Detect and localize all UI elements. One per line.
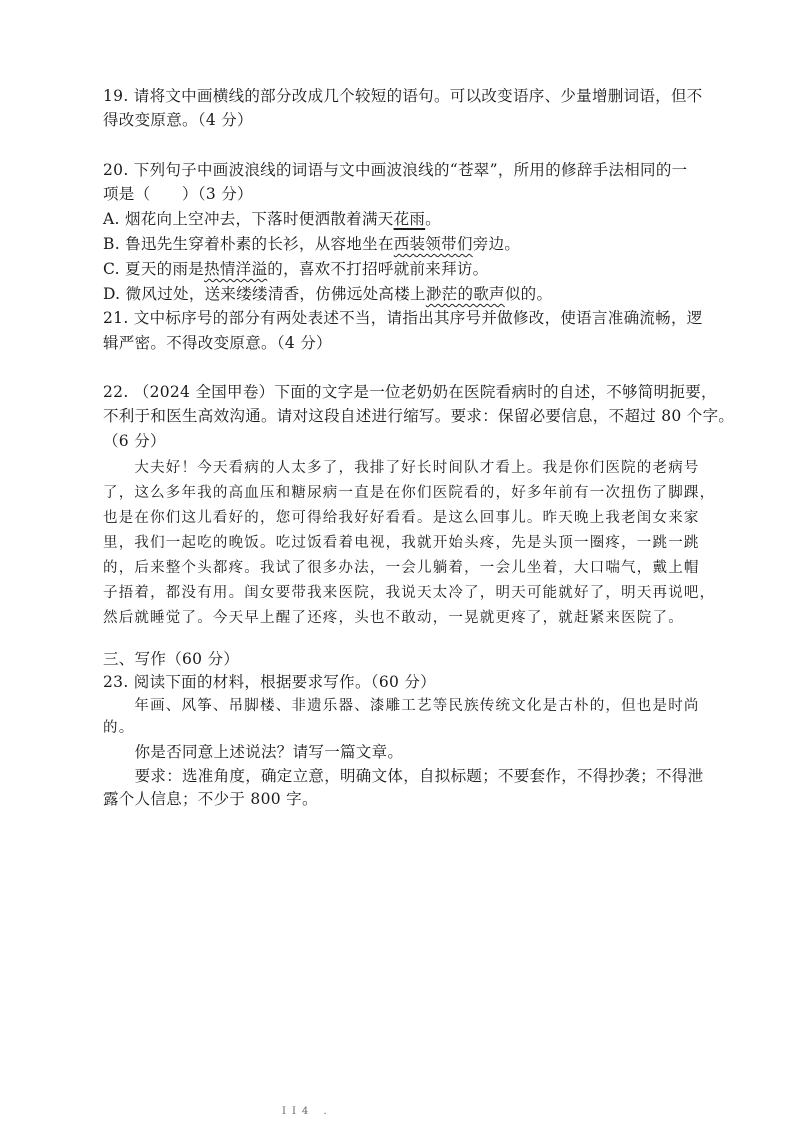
- q22-passage-line: 子捂着，都没有用。闺女要带我来医院，我说天太冷了，明天可能就好了，明天再说吧，: [103, 585, 716, 601]
- q22-passage-line: 也是在你们这儿看好的，您可得给我好好看看。是这么回事儿。昨天晚上我老闺女来家: [103, 510, 700, 526]
- q22-passage-line: 的，后来整个头都疼。我试了很多办法，一会儿躺着，一会儿坐着，大口喘气，戴上帽: [103, 560, 700, 576]
- section3-heading: 三、写作（60 分）: [103, 650, 240, 668]
- q23-question: 你是否同意上述说法？请写一篇文章。: [103, 743, 404, 761]
- q21-line2: 辑严密。不得改变原意。（4 分）: [103, 334, 332, 352]
- q23-requirements-line1: 要求：选准角度，确定立意，明确文体，自拟标题；不要套作，不得抄袭；不得泄: [103, 767, 704, 785]
- q22-line2: 不利于和医生高效沟通。请对这段自述进行缩写。要求：保留必要信息，不超过 80 个字。: [103, 407, 735, 425]
- page-footer: II4 .: [282, 1106, 333, 1117]
- q23-requirements-line2: 露个人信息；不少于 800 字。: [103, 790, 318, 808]
- q19-line1: 19. 请将文中画横线的部分改成几个较短的语句。可以改变语序、少量增删词语，但不: [103, 87, 703, 105]
- q20-line2: 项是（ ）（3 分）: [103, 185, 253, 203]
- option-d-marked: 渺茫的歌声: [425, 285, 505, 303]
- q20-line1: 20. 下列句子中画波浪线的词语与文中画波浪线的“苍翠”，所用的修辞手法相同的一: [103, 161, 688, 179]
- q23-material-line1: 年画、风筝、吊脚楼、非遗乐器、漆雕工艺等民族传统文化是古朴的，但也是时尚: [103, 698, 700, 714]
- q22-passage-line: 大夫好！今天看病的人太多了，我排了好长时间队才看上。我是你们医院的老病号: [103, 460, 700, 476]
- q20-option-c: C. 夏天的雨是热情洋溢的，喜欢不打招呼就前来拜访。: [103, 260, 489, 278]
- q20-option-b: B. 鲁迅先生穿着朴素的长衫，从容地坐在西装领带们旁边。: [103, 235, 521, 253]
- q23-material-line2: 的。: [103, 720, 135, 736]
- q22-line3: （6 分）: [103, 432, 166, 450]
- q20-option-a: A. 烟花向上空冲去，下落时便洒散着满天花雨。: [103, 210, 441, 228]
- option-c-marked: 热情洋溢: [204, 260, 268, 278]
- q22-passage-line: 然后就睡觉了。今天早上醒了还疼，头也不敢动，一晃就更疼了，就赶紧来医院了。: [103, 610, 684, 626]
- q22-line1: 22. （2024 全国甲卷）下面的文字是一位老奶奶在医院看病时的自述，不够简明扼要，: [103, 383, 717, 401]
- q22-passage-line: 里，我们一起吃的晚饭。吃过饭看着电视，我就开始头疼，先是头顶一圈疼，一跳一跳: [103, 535, 700, 551]
- q20-option-d: D. 微风过处，送来缕缕清香，仿佛远处高楼上渺茫的歌声似的。: [103, 285, 553, 303]
- q21-line1: 21. 文中标序号的部分有两处表述不当，请指出其序号并做修改，使语言准确流畅，逻: [103, 309, 703, 327]
- q22-passage-line: 了，这么多年我的高血压和糖尿病一直是在你们医院看的，好多年前有一次扭伤了脚踝，: [103, 485, 716, 501]
- option-a-marked: 花雨: [393, 210, 426, 228]
- option-b-marked: 西装领带们: [393, 235, 473, 253]
- q19-line2: 得改变原意。（4 分）: [103, 111, 253, 129]
- q23-prompt: 23. 阅读下面的材料，根据要求写作。（60 分）: [103, 673, 436, 691]
